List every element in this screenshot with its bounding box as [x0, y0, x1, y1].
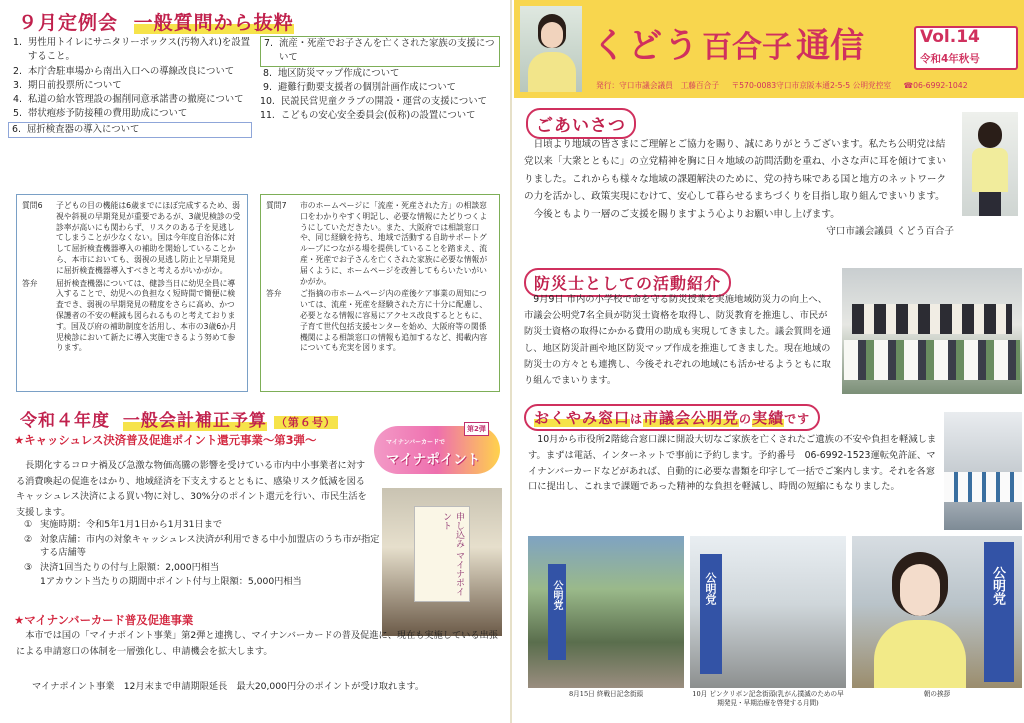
publisher: 発行：守口市議会議員 工藤百合子 — [596, 81, 720, 90]
question-list-left — [10, 36, 252, 138]
question-text: 本庁舎駐車場から南出入口への導線改良について — [28, 65, 235, 77]
okuyami-title-d: の — [739, 412, 753, 426]
mynapoint-poster-photo — [382, 488, 502, 636]
bousai-section — [514, 268, 1024, 398]
greeting-photo — [962, 112, 1018, 216]
title-part: ９月定例会 — [18, 12, 119, 34]
budget-title-main: 一般会計補正予算 — [122, 411, 267, 431]
qa-row — [22, 201, 242, 277]
selfie-body — [874, 620, 966, 688]
greeting-closing: 今後ともより一層のご支援を賜りますよう心よりお願い申し上げます。 — [533, 208, 840, 220]
question-item — [260, 36, 500, 67]
photo-people-row1 — [852, 304, 1012, 334]
office-desks — [944, 472, 1022, 502]
badge-text-main: マイナポイント — [386, 452, 481, 468]
qa-label: 答弁 — [22, 278, 38, 288]
question-text: 男性用トイレにサニタリーボックス(汚物入れ)を設置すること。 — [28, 37, 251, 63]
qa-box-left — [16, 194, 248, 392]
caption-1: 8月15日 終戦日記念街頭 — [568, 690, 644, 698]
greeting-photo-legs — [979, 192, 1001, 216]
cashless-items — [24, 518, 384, 590]
qa-box-right — [260, 194, 500, 392]
street-photo-2 — [690, 536, 846, 688]
street-photo-1 — [528, 536, 684, 688]
badge-text-small: マイナンバーカードで — [386, 439, 446, 446]
question-number: 8. — [263, 67, 272, 79]
question-number: 1. — [13, 37, 22, 48]
volume-number: Vol.14 — [920, 27, 980, 47]
question-number: 7. — [264, 38, 273, 49]
mynumber-note: マイナポイント事業 12月末まで申請期限延長 最大20,000円分のポイントが受け取れます。 — [32, 681, 425, 692]
qa-row — [266, 289, 494, 354]
question-item — [10, 79, 252, 93]
question-text: 帯状疱疹予防接種の費用助成について — [28, 108, 188, 120]
cashless-item-text: 対象店舗：市内の対象キャッシュレス決済が利用できる中小加盟店のうち市が指定する店舗等 — [40, 533, 380, 559]
question-item — [10, 93, 252, 107]
cashless-heading: ★キャッシュレス決済普及促進ポイント還元事業～第3弾～ — [14, 433, 317, 447]
question-text: 地区防災マップ作成について — [278, 67, 400, 79]
bousai-body: 9月9日 市内の小学校で命を守る防災授業を実施地域防災力の向上へ、市議会公明党7名全員が防災士資格を取得し、防災教育を推進し、市民が防災士資格の取得にかかる費用の助成も実現してきました。議会質問を通し、地区防災計画や地区防災マップ作成を推進してきました。現在地域の防災士の方々とも連携し、今後それぞれの地域にも活かせるようともに取り組んでまいります。 — [524, 294, 831, 387]
okuyami-title-a: おくやみ窓口 — [534, 409, 631, 427]
question-text: 期日前投票所について — [28, 79, 122, 91]
address: 〒570-0083守口市京阪本通2-5-5 公明党控室 — [731, 81, 892, 90]
left-top-section — [8, 6, 504, 398]
cashless-item — [24, 533, 384, 560]
bousai-class-photo — [842, 268, 1022, 394]
question-list-right — [260, 36, 500, 124]
question-number: 10. — [260, 96, 275, 108]
okuyami-title-c: 市議会公明党 — [643, 409, 740, 427]
budget-title-num: （第６号） — [275, 416, 336, 429]
budget-title — [20, 406, 338, 431]
qa-label: 答弁 — [266, 289, 282, 299]
caption-2: 10月 ピンクリボン記念街頭(乳がん撲滅のための早期発見・早期治療を啓発する月間) — [692, 690, 844, 707]
masthead-title-b: 百合子 — [702, 30, 792, 65]
qa-text: 屈折検査機器については、健診当日に幼児全員に導入することで、幼児への負担なく短時間で簡便に検査でき、弱視の早期発見の精度をさらに高め、かつ保護者の不安の軽減も図られるものと考えております。国及び府の補助制度を活用し、本市の3歳6か月児検診において新たに導入実施できるよう努めて参ります。 — [56, 278, 237, 353]
cashless-item-number: ② — [24, 533, 33, 545]
street-banner-3 — [984, 542, 1014, 682]
portrait-photo — [520, 6, 582, 92]
question-number: 9. — [263, 81, 272, 93]
budget-title-year: 令和４年度 — [20, 411, 110, 431]
question-number: 6. — [12, 123, 21, 135]
portrait-face — [541, 22, 563, 48]
masthead-title-c: 通信 — [796, 26, 864, 66]
cashless-item — [24, 561, 384, 575]
question-item — [10, 36, 252, 65]
qa-text: ご指摘の市ホームページ内の産後ケア事業の周知については、流産・死産を経験された方に十分に配慮し、必要となる情報に容易にアクセス改良するとともに、子育て世代包括支援センターを始め、大阪府等の関係機関による相談窓口の情報も追加するなど、掲載内容についても充実を図ります。 — [300, 289, 488, 353]
cashless-item-number: ③ — [24, 561, 33, 573]
question-item — [260, 109, 500, 123]
mynumber-heading: ★マイナンバーカード普及促進事業 — [14, 613, 194, 627]
question-number: 11. — [260, 110, 275, 122]
cashless-item-text: 決済1回当たりの付与上限額：2,000円相当 — [40, 561, 220, 573]
okuyami-title-f: です — [784, 412, 811, 426]
cashless-body: 長期化するコロナ禍及び急激な物価高騰の影響を受けている市内中小事業者に対する消費喚起の促進をはかり、地域経済を下支えするとともに、感染リスク低減を図るキャッシュレス決済による買い物に対し、30%分のポイント還元を行い、市民生活を支援します。 — [16, 460, 367, 518]
cashless-item-text: 1アカウント当たりの期間中ポイント付与上限額：5,000円相当 — [40, 576, 302, 588]
greeting-section — [514, 100, 1024, 268]
okuyami-section — [514, 400, 1024, 723]
question-item — [260, 95, 500, 109]
cashless-item-number: ① — [24, 519, 33, 530]
cashless-item-text: 実施時期：令和5年1月1日から1月31日まで — [40, 519, 223, 530]
question-text: 私道の給水管理設の掘削同意承諾書の撤廃について — [28, 94, 244, 106]
okuyami-title-b: は — [630, 412, 644, 426]
left-bottom-section — [8, 400, 504, 720]
greeting-photo-person — [978, 122, 1002, 148]
question-item — [10, 65, 252, 79]
greeting-photo-body — [972, 148, 1008, 192]
portrait-body — [528, 52, 576, 92]
title-highlight: 一般質問から抜粋 — [133, 12, 294, 34]
telephone: ☎06-6992-1042 — [903, 81, 968, 90]
qa-label: 質問7 — [266, 201, 287, 210]
question-text: 流産・死産でお子さんを亡くされた家族の支援について — [279, 38, 495, 64]
caption-3: 朝の挨拶 — [923, 690, 951, 698]
question-number: 5. — [13, 108, 22, 120]
street-photo-3 — [852, 536, 1022, 688]
question-item — [260, 67, 500, 81]
question-item — [260, 81, 500, 95]
street-banner-1 — [548, 564, 566, 660]
publisher-line — [596, 80, 968, 91]
okuyami-body: 10月から市役所2階総合窓口課に開設大切なご家族を亡くされたご遺族の不安や負担を軽減します。まずは電話、インターネットで事前に予約します。予約番号 06-6992-1523運転免許証、マイナンバーカードなどがあれば、自動的に必要な書類を印字して一括でご案内します。それを各窓口に提出し、これまで課題であった精神的な負担を軽減し、時間の短縮にもなりました。 — [528, 434, 937, 493]
question-text: 屈折検査器の導入について — [27, 123, 140, 135]
qa-label: 質問6 — [22, 201, 43, 210]
okuyami-title-e: 実績 — [752, 409, 785, 427]
masthead-title-a: くどう — [592, 26, 700, 66]
mynumber-body: 本市では国の「マイナポイント事業」第2弾と連携し、マイナンバーカードの普及促進に、現在も実施している出張による申請窓口の体制を一層強化し、申請機会を拡大します。 — [16, 630, 498, 657]
question-text: 民説民営児童クラブの開設・運営の支援について — [280, 96, 487, 108]
bousai-title-text: 防災士としての活動紹介 — [534, 274, 722, 293]
badge-tag: 第2弾 — [464, 422, 489, 436]
question-item — [8, 122, 252, 138]
greeting-body: 日頃より地域の皆さまにご理解とご協力を賜り、誠にありがとうございます。私たち公明党は結党以来「大衆とともに」の立党精神を胸に日々地域の訪問活動を重ね、小さな声に耳を傾けてまいりました。これからも様々な地域の課題解決のために、党の持ち味である国と地方のネットワークの力を活かし、政策実現にむけて、安心して暮らせるまちづくりを目指し取り組んでまいります。 — [524, 139, 947, 203]
office-photo — [944, 412, 1022, 530]
photo-people-row2 — [844, 340, 1020, 380]
section-title — [18, 8, 294, 35]
cashless-item-number — [24, 575, 40, 589]
issue-label: 令和4年秋号 — [920, 53, 980, 65]
okuyami-title — [524, 404, 820, 431]
qa-text: 市のホームページに「流産・死産された方」の相談窓口をわかりやすく明記し、必要な情報にたどりつくようにしていただきたい。また、大阪府では相談窓口や、同じ経験を持ち、地域で活動する自助サポートグループにつながる場を提供していることを踏まえ、流産・死産でお子さんを亡くされた家族に必要な情報が届くように、ホームページを改善してもらいたいがいかがか。 — [300, 201, 488, 286]
qa-row — [22, 279, 242, 355]
question-number: 4. — [13, 94, 22, 106]
cashless-item — [24, 518, 384, 532]
masthead-title — [592, 18, 864, 67]
question-text: こどもの安心安全委員会(仮称)の設置について — [280, 110, 476, 122]
qa-row — [266, 201, 494, 287]
divider-vertical — [510, 0, 512, 723]
qa-text: 子どもの目の機能は6歳までにほぼ完成するため、弱視や斜視の早期発見が重要であるが、3歳児検診の受診率が高いにも関わらず、リスクのある子を見逃してしまうことが少なくない。国は今年度自治体に対して屈折検査機器導入の補助を開始していることから、本市においても、弱視の見逃し防止と早期発見に屈折検査機器導入すべきと考えるがいかがか。 — [56, 201, 241, 275]
question-item — [10, 107, 252, 121]
poster-text: 申し込み マイナポイント — [441, 512, 464, 596]
selfie-skin — [900, 564, 940, 616]
question-number: 2. — [13, 65, 22, 77]
question-text: 避難行動要支援者の個別計画作成について — [278, 81, 456, 93]
greeting-sign: 守口市議会議員 くどう百合子 — [826, 226, 954, 238]
greeting-title: ごあいさつ — [526, 108, 636, 139]
street-banner-1-text: 公明党 — [551, 580, 562, 610]
question-number: 3. — [13, 79, 22, 91]
greeting-text-wrap — [524, 136, 954, 240]
cashless-item — [24, 575, 384, 589]
street-banner-3-text: 公明党 — [990, 566, 1005, 605]
street-banner-2-text: 公明党 — [704, 572, 717, 605]
